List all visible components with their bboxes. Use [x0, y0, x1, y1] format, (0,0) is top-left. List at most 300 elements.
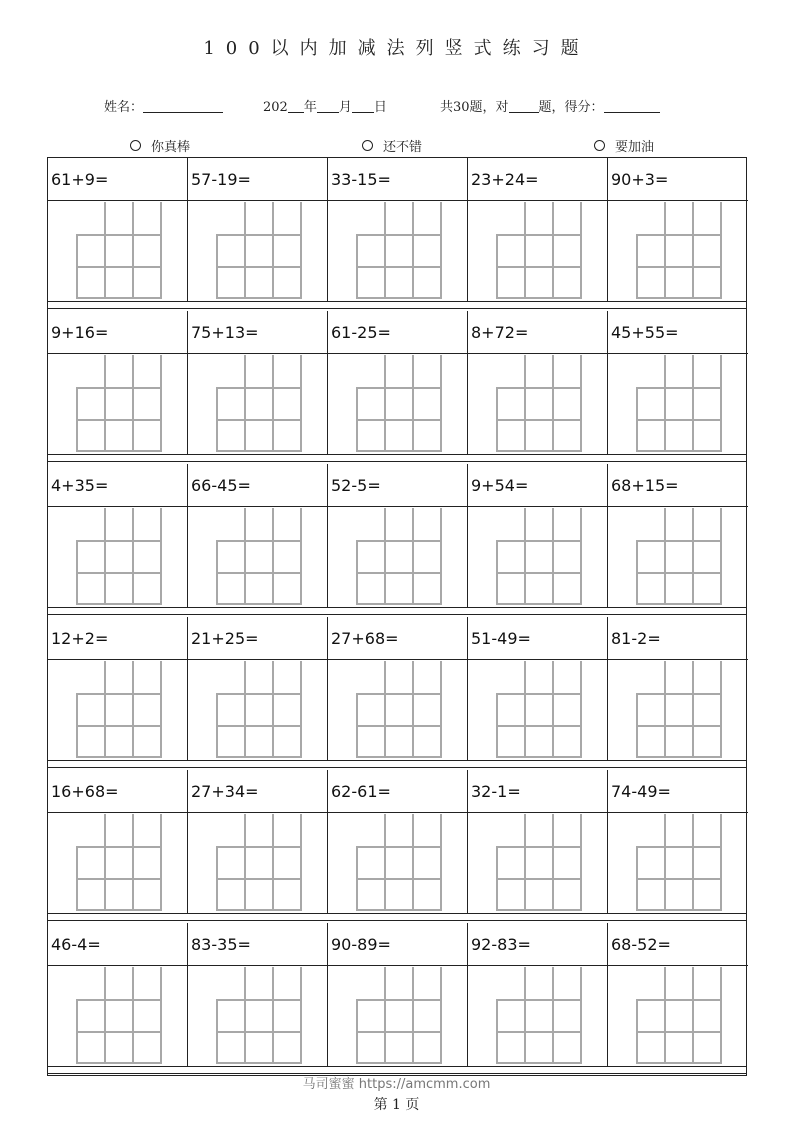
- grid-line: [76, 297, 162, 299]
- grid-line: [216, 693, 302, 695]
- vertical-calc-grid[interactable]: [636, 202, 722, 299]
- problem-cell: [328, 158, 468, 301]
- vertical-calc-grid[interactable]: [356, 661, 442, 758]
- vertical-calc-grid[interactable]: [636, 967, 722, 1064]
- problem-text: 75+13=: [191, 323, 259, 342]
- correct-blank[interactable]: [509, 99, 539, 113]
- grid-line: [160, 355, 162, 452]
- problem-text: 33-15=: [331, 170, 391, 189]
- grid-line: [580, 967, 582, 1064]
- vertical-calc-grid[interactable]: [216, 814, 302, 911]
- vertical-calc-grid[interactable]: [496, 967, 582, 1064]
- problem-divider: [328, 659, 467, 660]
- grid-line: [496, 572, 582, 574]
- problem-divider: [188, 200, 327, 201]
- grid-line: [356, 419, 442, 421]
- grid-line: [636, 725, 722, 727]
- problem-text: 92-83=: [471, 935, 531, 954]
- grid-line: [244, 202, 246, 299]
- problem-text: 21+25=: [191, 629, 259, 648]
- grid-line: [636, 1062, 722, 1064]
- problem-cell: [608, 464, 748, 607]
- grid-line: [636, 756, 722, 758]
- problem-cell: [328, 923, 468, 1066]
- grid-line: [216, 999, 302, 1001]
- grid-line: [356, 234, 442, 236]
- grid-line: [216, 419, 302, 421]
- grid-line: [244, 508, 246, 605]
- problem-divider: [328, 965, 467, 966]
- vertical-calc-grid[interactable]: [496, 355, 582, 452]
- grid-line: [496, 297, 582, 299]
- grid-line: [104, 814, 106, 911]
- problem-text: 57-19=: [191, 170, 251, 189]
- grid-line: [440, 355, 442, 452]
- grid-line: [300, 814, 302, 911]
- problem-text: 66-45=: [191, 476, 251, 495]
- grid-line: [76, 540, 162, 542]
- grid-line: [636, 297, 722, 299]
- problem-divider: [608, 812, 748, 813]
- problem-divider: [468, 812, 607, 813]
- score-field: [440, 96, 660, 115]
- grid-line: [580, 661, 582, 758]
- grid-line: [524, 967, 526, 1064]
- grid-line: [384, 355, 386, 452]
- grid-line: [104, 508, 106, 605]
- vertical-calc-grid[interactable]: [216, 202, 302, 299]
- vertical-calc-grid[interactable]: [636, 814, 722, 911]
- problem-text: 68-52=: [611, 935, 671, 954]
- grid-line: [76, 999, 162, 1001]
- grid-line: [720, 814, 722, 911]
- problem-text: 74-49=: [611, 782, 671, 801]
- grid-line: [580, 508, 582, 605]
- vertical-calc-grid[interactable]: [356, 814, 442, 911]
- month-label: 月: [338, 100, 352, 115]
- vertical-calc-grid[interactable]: [76, 355, 162, 452]
- date-field: [263, 96, 387, 115]
- grid-line: [496, 266, 582, 268]
- problem-text: 51-49=: [471, 629, 531, 648]
- problem-text: 61-25=: [331, 323, 391, 342]
- vertical-calc-grid[interactable]: [356, 355, 442, 452]
- row-separator: [48, 301, 746, 309]
- grid-line: [580, 814, 582, 911]
- grid-line: [300, 967, 302, 1064]
- problem-divider: [608, 506, 748, 507]
- grid-line: [496, 1031, 582, 1033]
- grid-line: [496, 756, 582, 758]
- grid-line: [636, 603, 722, 605]
- grid-line: [356, 387, 442, 389]
- problem-divider: [328, 506, 467, 507]
- name-field: [104, 96, 223, 115]
- grid-line: [384, 967, 386, 1064]
- vertical-calc-grid[interactable]: [356, 967, 442, 1064]
- problem-cell: [608, 923, 748, 1066]
- problem-cell: [608, 311, 748, 454]
- grid-line: [496, 450, 582, 452]
- vertical-calc-grid[interactable]: [76, 967, 162, 1064]
- circle-icon: [594, 140, 605, 151]
- grid-line: [272, 814, 274, 911]
- grid-line: [636, 846, 722, 848]
- correct-suffix: 题，得分：: [538, 100, 604, 115]
- grid-line: [132, 967, 134, 1064]
- name-blank[interactable]: [143, 99, 223, 113]
- grid-line: [244, 967, 246, 1064]
- grid-line: [104, 355, 106, 452]
- grid-line: [356, 725, 442, 727]
- vertical-calc-grid[interactable]: [76, 508, 162, 605]
- grid-line: [384, 814, 386, 911]
- vertical-calc-grid[interactable]: [496, 508, 582, 605]
- grid-line: [244, 355, 246, 452]
- vertical-calc-grid[interactable]: [636, 355, 722, 452]
- grid-line: [636, 878, 722, 880]
- grid-line: [412, 661, 414, 758]
- problem-cell: [48, 464, 188, 607]
- grid-line: [216, 234, 302, 236]
- grid-line: [496, 693, 582, 695]
- score-blank[interactable]: [604, 99, 660, 113]
- grid-line: [496, 725, 582, 727]
- problem-text: 52-5=: [331, 476, 381, 495]
- problem-divider: [608, 353, 748, 354]
- problem-cell: [468, 923, 608, 1066]
- vertical-calc-grid[interactable]: [356, 508, 442, 605]
- grid-line: [496, 878, 582, 880]
- grid-line: [580, 202, 582, 299]
- grid-line: [664, 661, 666, 758]
- vertical-calc-grid[interactable]: [76, 202, 162, 299]
- rating-option-2[interactable]: [362, 136, 422, 155]
- problem-cell: [48, 923, 188, 1066]
- grid-line: [412, 508, 414, 605]
- grid-line: [76, 266, 162, 268]
- rating-option-1[interactable]: [130, 136, 190, 155]
- grid-line: [104, 661, 106, 758]
- problem-text: 9+54=: [471, 476, 529, 495]
- grid-line: [244, 661, 246, 758]
- problem-cell: [48, 158, 188, 301]
- grid-line: [76, 419, 162, 421]
- grid-line: [664, 814, 666, 911]
- grid-line: [272, 508, 274, 605]
- grid-line: [552, 202, 554, 299]
- problem-text: 32-1=: [471, 782, 521, 801]
- grid-line: [720, 508, 722, 605]
- problem-divider: [48, 659, 187, 660]
- grid-line: [216, 572, 302, 574]
- problem-text: 90+3=: [611, 170, 669, 189]
- grid-line: [440, 967, 442, 1064]
- problem-text: 12+2=: [51, 629, 109, 648]
- problem-divider: [468, 506, 607, 507]
- grid-line: [356, 909, 442, 911]
- grid-line: [356, 1031, 442, 1033]
- grid-line: [636, 266, 722, 268]
- problem-cell: [468, 464, 608, 607]
- problem-cell: [468, 311, 608, 454]
- grid-line: [76, 1031, 162, 1033]
- grid-line: [132, 661, 134, 758]
- page-number: 第 1 页: [373, 1097, 420, 1113]
- vertical-calc-grid[interactable]: [216, 508, 302, 605]
- grid-line: [496, 999, 582, 1001]
- grid-line: [356, 999, 442, 1001]
- row-separator: [48, 760, 746, 768]
- problem-cell: [468, 617, 608, 760]
- grid-line: [496, 603, 582, 605]
- problem-cell: [48, 311, 188, 454]
- grid-line: [636, 572, 722, 574]
- grid-line: [216, 450, 302, 452]
- grid-line: [440, 202, 442, 299]
- grid-line: [76, 846, 162, 848]
- grid-line: [356, 846, 442, 848]
- grid-line: [76, 450, 162, 452]
- problem-cell: [188, 464, 328, 607]
- problem-text: 16+68=: [51, 782, 119, 801]
- problem-cell: [48, 617, 188, 760]
- grid-line: [412, 202, 414, 299]
- grid-line: [300, 508, 302, 605]
- grid-line: [440, 661, 442, 758]
- rating-label: 你真棒: [151, 140, 191, 155]
- grid-line: [636, 1031, 722, 1033]
- grid-line: [636, 387, 722, 389]
- grid-line: [636, 450, 722, 452]
- grid-line: [160, 202, 162, 299]
- day-blank[interactable]: [352, 99, 374, 113]
- grid-line: [300, 661, 302, 758]
- problem-cell: [188, 311, 328, 454]
- grid-line: [356, 572, 442, 574]
- year-label: 年: [303, 100, 317, 115]
- problem-text: 90-89=: [331, 935, 391, 954]
- month-blank[interactable]: [317, 99, 339, 113]
- problem-cell: [608, 158, 748, 301]
- grid-line: [76, 909, 162, 911]
- grid-line: [524, 814, 526, 911]
- grid-line: [216, 387, 302, 389]
- problem-divider: [608, 659, 748, 660]
- grid-line: [636, 540, 722, 542]
- problem-text: 8+72=: [471, 323, 529, 342]
- grid-line: [524, 202, 526, 299]
- grid-line: [132, 508, 134, 605]
- grid-line: [440, 814, 442, 911]
- grid-line: [132, 202, 134, 299]
- grid-line: [636, 999, 722, 1001]
- grid-line: [356, 450, 442, 452]
- problem-divider: [188, 353, 327, 354]
- grid-line: [524, 661, 526, 758]
- grid-line: [552, 661, 554, 758]
- grid-line: [552, 814, 554, 911]
- problem-text: 4+35=: [51, 476, 109, 495]
- grid-line: [524, 355, 526, 452]
- grid-line: [356, 603, 442, 605]
- problem-divider: [188, 659, 327, 660]
- grid-line: [76, 572, 162, 574]
- grid-line: [496, 234, 582, 236]
- grid-line: [244, 814, 246, 911]
- year-blank[interactable]: [288, 99, 304, 113]
- grid-line: [412, 967, 414, 1064]
- problem-text: 27+68=: [331, 629, 399, 648]
- year-prefix: 202: [263, 100, 288, 115]
- problem-text: 61+9=: [51, 170, 109, 189]
- vertical-calc-grid[interactable]: [76, 814, 162, 911]
- grid-line: [384, 661, 386, 758]
- grid-line: [76, 878, 162, 880]
- row-separator: [48, 913, 746, 921]
- problem-text: 81-2=: [611, 629, 661, 648]
- vertical-calc-grid[interactable]: [76, 661, 162, 758]
- vertical-calc-grid[interactable]: [636, 508, 722, 605]
- rating-label: 还不错: [383, 140, 423, 155]
- total-label: 共30题，对: [440, 100, 509, 115]
- grid-line: [160, 967, 162, 1064]
- vertical-calc-grid[interactable]: [216, 967, 302, 1064]
- grid-line: [104, 967, 106, 1064]
- circle-icon: [130, 140, 141, 151]
- grid-line: [496, 846, 582, 848]
- grid-line: [300, 202, 302, 299]
- rating-option-3[interactable]: [594, 136, 654, 155]
- grid-line: [496, 1062, 582, 1064]
- problem-cell: [328, 770, 468, 913]
- grid-line: [216, 1031, 302, 1033]
- grid-line: [692, 355, 694, 452]
- row-separator: [48, 454, 746, 462]
- problem-text: 9+16=: [51, 323, 109, 342]
- grid-line: [216, 1062, 302, 1064]
- grid-line: [76, 693, 162, 695]
- problem-divider: [48, 200, 187, 201]
- vertical-calc-grid[interactable]: [496, 202, 582, 299]
- grid-line: [692, 661, 694, 758]
- problem-divider: [188, 812, 327, 813]
- grid-line: [356, 297, 442, 299]
- vertical-calc-grid[interactable]: [636, 661, 722, 758]
- grid-line: [356, 693, 442, 695]
- grid-line: [356, 756, 442, 758]
- grid-line: [76, 1062, 162, 1064]
- grid-line: [692, 967, 694, 1064]
- grid-line: [76, 756, 162, 758]
- problem-cell: [468, 770, 608, 913]
- grid-line: [216, 846, 302, 848]
- footer-site: 马司蜜蜜 https://amcmm.com: [302, 1077, 491, 1092]
- problem-cell: [188, 770, 328, 913]
- grid-line: [496, 909, 582, 911]
- grid-line: [580, 355, 582, 452]
- grid-line: [524, 508, 526, 605]
- vertical-calc-grid[interactable]: [216, 355, 302, 452]
- problem-text: 46-4=: [51, 935, 101, 954]
- grid-line: [552, 508, 554, 605]
- grid-line: [412, 814, 414, 911]
- grid-line: [216, 603, 302, 605]
- grid-line: [216, 756, 302, 758]
- problem-text: 45+55=: [611, 323, 679, 342]
- problem-divider: [328, 812, 467, 813]
- vertical-calc-grid[interactable]: [356, 202, 442, 299]
- grid-line: [552, 355, 554, 452]
- grid-line: [160, 814, 162, 911]
- problem-cell: [468, 158, 608, 301]
- problem-divider: [48, 812, 187, 813]
- grid-line: [720, 355, 722, 452]
- grid-line: [356, 540, 442, 542]
- grid-line: [76, 387, 162, 389]
- grid-line: [356, 266, 442, 268]
- problem-divider: [188, 965, 327, 966]
- grid-line: [216, 909, 302, 911]
- grid-line: [272, 355, 274, 452]
- problem-divider: [328, 353, 467, 354]
- grid-line: [272, 967, 274, 1064]
- problem-divider: [188, 506, 327, 507]
- grid-line: [496, 387, 582, 389]
- problem-cell: [328, 311, 468, 454]
- problem-divider: [468, 200, 607, 201]
- grid-line: [160, 661, 162, 758]
- grid-line: [720, 202, 722, 299]
- vertical-calc-grid[interactable]: [216, 661, 302, 758]
- grid-line: [216, 540, 302, 542]
- problem-divider: [48, 353, 187, 354]
- grid-line: [692, 508, 694, 605]
- problem-divider: [48, 965, 187, 966]
- problem-cell: [608, 770, 748, 913]
- problem-text: 23+24=: [471, 170, 539, 189]
- grid-line: [300, 355, 302, 452]
- grid-line: [636, 234, 722, 236]
- problem-divider: [48, 506, 187, 507]
- vertical-calc-grid[interactable]: [496, 814, 582, 911]
- day-label: 日: [373, 100, 387, 115]
- problem-cell: [48, 770, 188, 913]
- circle-icon: [362, 140, 373, 151]
- grid-line: [356, 1062, 442, 1064]
- problem-text: 83-35=: [191, 935, 251, 954]
- grid-line: [664, 508, 666, 605]
- grid-line: [216, 297, 302, 299]
- grid-line: [496, 540, 582, 542]
- problem-divider: [608, 200, 748, 201]
- row-separator: [48, 607, 746, 615]
- grid-line: [636, 693, 722, 695]
- problem-text: 27+34=: [191, 782, 259, 801]
- grid-line: [664, 967, 666, 1064]
- problem-cell: [188, 617, 328, 760]
- grid-line: [272, 661, 274, 758]
- worksheet-title: 100以内加减法列竖式练习题: [203, 38, 590, 59]
- grid-line: [76, 725, 162, 727]
- grid-line: [160, 508, 162, 605]
- grid-line: [636, 909, 722, 911]
- grid-line: [132, 355, 134, 452]
- problem-cell: [188, 923, 328, 1066]
- vertical-calc-grid[interactable]: [496, 661, 582, 758]
- grid-line: [664, 355, 666, 452]
- grid-line: [356, 878, 442, 880]
